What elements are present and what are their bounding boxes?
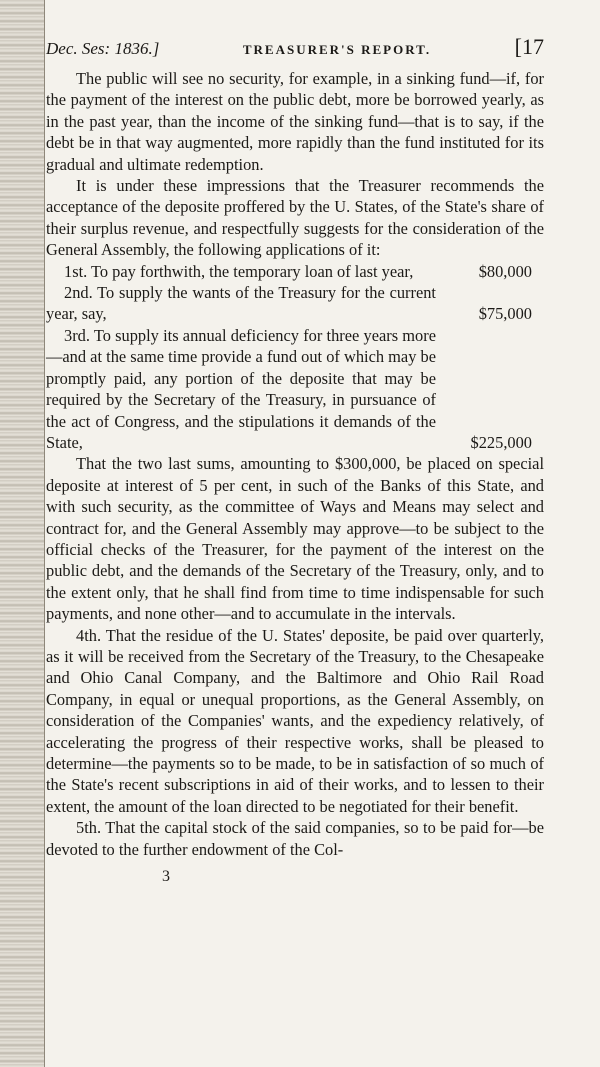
item-amount: $225,000 [470, 432, 532, 452]
book-binding-edge [0, 0, 45, 1067]
page-header [46, 34, 544, 60]
paragraph-fifth-capital-stock: 5th. That the capital stock of the said companies, so to be paid for—be devoted to the further endowment of the Col- [46, 818, 544, 859]
item-second-wants [46, 282, 544, 325]
paragraph-special-deposite: That the two last sums, amounting to $300,000, be placed on special deposite at interest of 5 per cent, in such of the Banks of this State, and with such security, as the committee of Ways and Means may select and contract for, and the General Assembly may approve—to be subject to the official checks of the Treasurer, for the payment of the interest on the public debt, and the demands of the Secretary of the Treasury, only, and to the extent only, that he shall find from time to time indispensable for such payments, and none other—and to accumulate in the intervals. [46, 454, 544, 624]
signature-mark: 3 [162, 868, 170, 886]
item-amount: $75,000 [478, 304, 532, 324]
item-third-deficiency [46, 325, 544, 453]
paragraph-sinking-fund: The public will see no security, for example, in a sinking fund—if, for the payment of the interest on the public debt, more be borrowed yearly, as in the past year, than the income of the sinking fund—that is to say, if the debt be in that way augmented, more rapidly than the fund instituted for its gradual and ultimate redemption. [46, 69, 544, 174]
item-first-loan [46, 261, 544, 282]
item-text: 2nd. To supply the wants of the Treasury for the current year, say, [46, 283, 436, 324]
item-text: 3rd. To supply its annual deficiency for three years more—and at the same time provide a fund out of which may be promptly paid, any portion of the deposite that may be required by the Secretary of the Treasury, in pursuance of the act of Congress, and the stipulations it demands of the State, [46, 325, 436, 452]
item-amount: $80,000 [478, 261, 532, 281]
page-number: [17 [514, 34, 544, 59]
document-page [46, 34, 544, 886]
paragraph-recommendation: It is under these impressions that the Treasurer recommends the acceptance of the deposite proffered by the U. States, of the State's share of their surplus revenue, and respectfully suggests for the consideration of the General Assembly, the following applications of it: [46, 176, 544, 260]
paragraph-fourth-residue: 4th. That the residue of the U. States' deposite, be paid over quarterly, as it will be received from the Secretary of the Treasury, to the Chesapeake and Ohio Canal Company, and the Baltimore and Ohio Rail Road Company, in equal or unequal proportions, as the General Assembly, on consideration of the Companies' wants, and the expediency relatively, of accelerating the progress of their respective works, shall be pleased to determine—the payments so to be made, to be in satisfaction of so much of the State's recent subscriptions in aid of their works, and to lessen to their extent, the amount of the loan directed to be negotiated for their benefit. [46, 625, 544, 816]
item-text: 1st. To pay forthwith, the temporary loan of last year, [64, 261, 414, 281]
running-title: TREASURER'S REPORT. [242, 42, 432, 57]
session-label: Dec. Ses: 1836.] [46, 39, 160, 58]
